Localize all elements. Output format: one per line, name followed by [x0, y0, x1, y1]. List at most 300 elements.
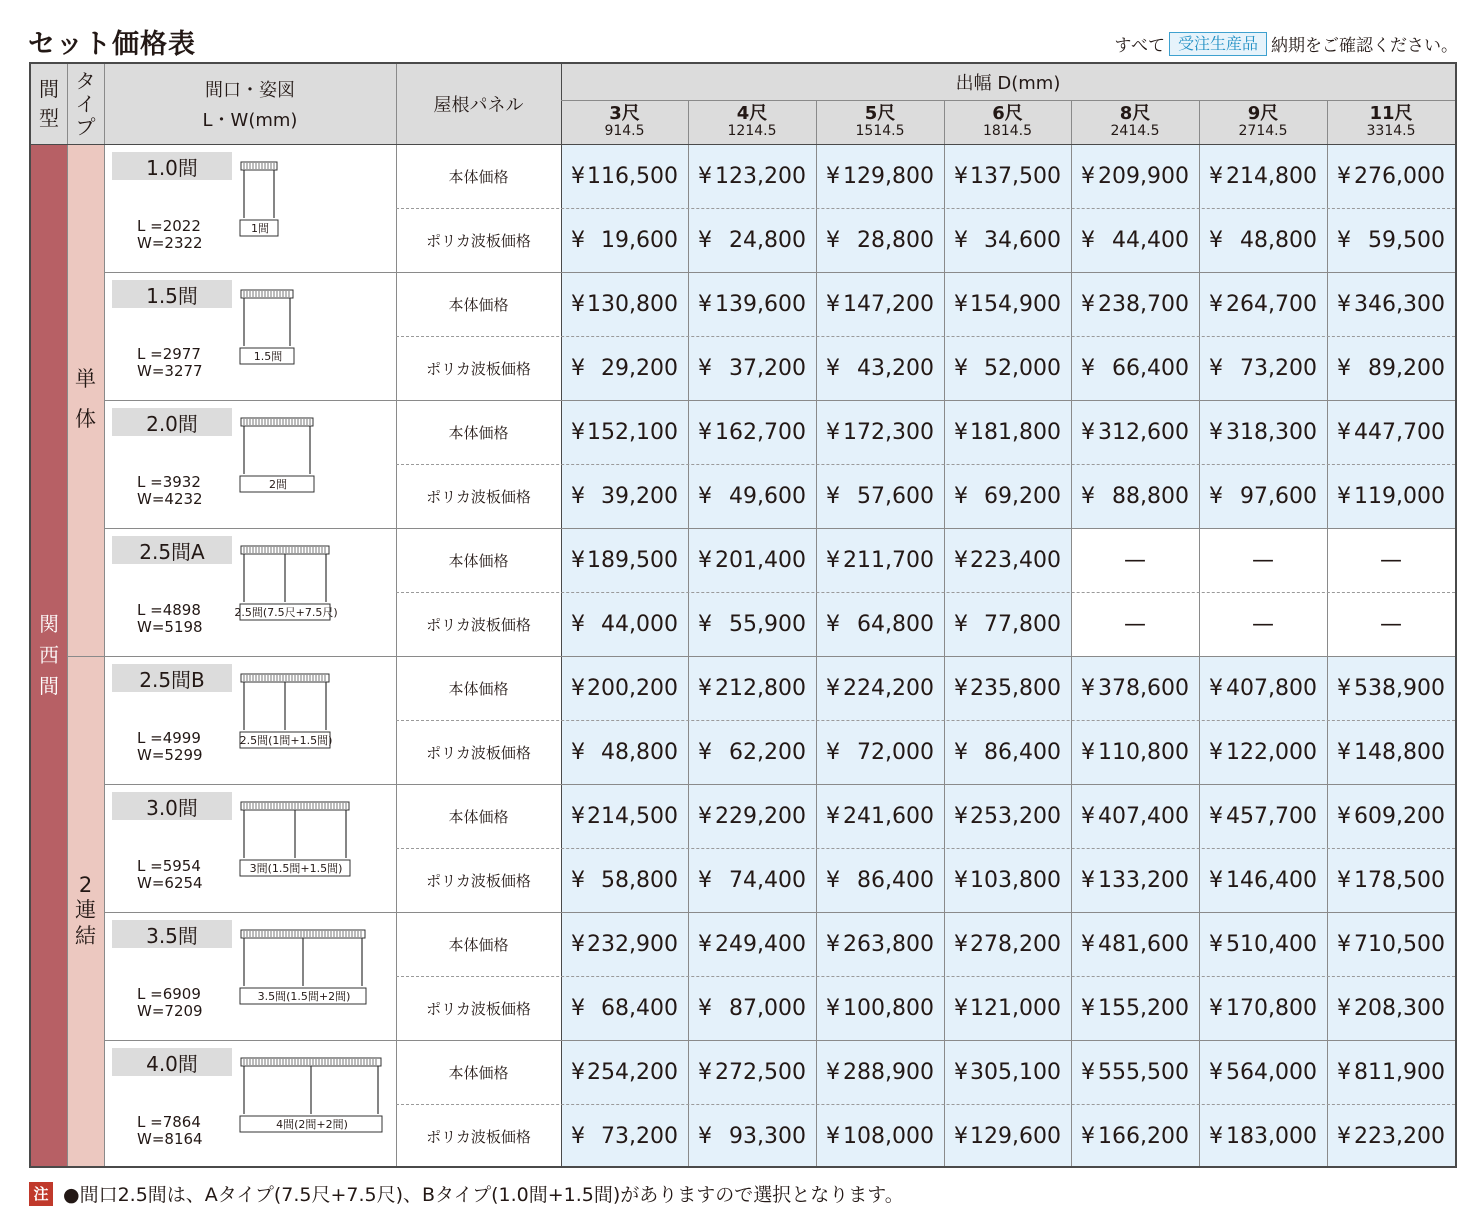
depth-header-1: 4尺 1214.5	[688, 100, 816, 144]
price-cell	[1327, 464, 1455, 528]
currency-symbol: ¥	[1081, 1059, 1095, 1085]
currency-symbol: ¥	[571, 227, 585, 253]
spec-cell	[104, 144, 396, 272]
spec-dimensions: L =7864 W=8164	[137, 1113, 203, 1149]
price-cell	[1199, 656, 1327, 720]
currency-symbol: ¥	[571, 867, 585, 893]
spec-cell	[104, 784, 396, 912]
page-title: セット価格表	[28, 29, 196, 60]
price-cell	[1071, 272, 1199, 336]
price-cell	[561, 848, 688, 912]
price-value: 48,800	[1240, 227, 1317, 253]
currency-symbol: ¥	[1209, 163, 1223, 189]
price-value: 123,200	[715, 163, 806, 189]
price-cell	[1071, 1104, 1199, 1168]
currency-symbol: ¥	[571, 739, 585, 765]
currency-symbol: ¥	[1337, 1059, 1351, 1085]
price-cell	[561, 912, 688, 976]
price-cell	[816, 656, 944, 720]
body-price-label: 本体価格	[448, 679, 509, 698]
currency-symbol: ¥	[826, 355, 840, 381]
depth-header-5: 9尺 2714.5	[1199, 100, 1327, 144]
price-value: 74,400	[729, 867, 806, 893]
currency-symbol: ¥	[954, 227, 968, 253]
price-value: 103,800	[970, 867, 1061, 893]
price-cell	[561, 1104, 688, 1168]
currency-symbol: ¥	[1337, 227, 1351, 253]
currency-symbol: ¥	[1081, 163, 1095, 189]
price-cell	[561, 336, 688, 400]
polycarbonate-price-label: ポリカ波板価格	[426, 999, 531, 1018]
price-cell	[1327, 208, 1455, 272]
price-value: 68,400	[601, 995, 678, 1021]
currency-symbol: ¥	[954, 547, 968, 573]
currency-symbol: ¥	[1337, 291, 1351, 317]
price-cell	[1199, 528, 1327, 592]
currency-symbol: ¥	[698, 355, 712, 381]
header-maguchi-kata: 間 型	[31, 64, 67, 144]
price-cell	[816, 784, 944, 848]
currency-symbol: ¥	[826, 739, 840, 765]
price-cell	[816, 592, 944, 656]
price-value: 133,200	[1098, 867, 1189, 893]
grid-line	[396, 208, 1455, 209]
type-single: 単 体	[67, 144, 104, 656]
grid-line	[31, 144, 1455, 145]
currency-symbol: ¥	[1081, 355, 1095, 381]
price-cell	[1071, 336, 1199, 400]
currency-symbol: ¥	[1209, 291, 1223, 317]
currency-symbol: ¥	[698, 1059, 712, 1085]
currency-symbol: ¥	[1337, 1123, 1351, 1149]
currency-symbol: ¥	[698, 1123, 712, 1149]
currency-symbol: ¥	[698, 867, 712, 893]
grid-line	[104, 528, 1455, 529]
currency-symbol: ¥	[571, 611, 585, 637]
grid-line	[104, 272, 1455, 273]
currency-symbol: ¥	[698, 227, 712, 253]
price-value: 609,200	[1354, 803, 1445, 829]
price-cell	[1327, 336, 1455, 400]
price-value: 97,600	[1240, 483, 1317, 509]
price-value: 58,800	[601, 867, 678, 893]
price-cell	[1327, 1104, 1455, 1168]
price-value: 235,800	[970, 675, 1061, 701]
price-cell	[816, 976, 944, 1040]
price-value: 249,400	[715, 931, 806, 957]
currency-symbol: ¥	[571, 1059, 585, 1085]
price-value: 59,500	[1368, 227, 1445, 253]
diagram-label: 1間	[251, 222, 269, 235]
spec-dimensions: L =4898 W=5198	[137, 601, 203, 637]
price-cell	[944, 208, 1071, 272]
currency-symbol: ¥	[954, 931, 968, 957]
price-cell	[1327, 1040, 1455, 1104]
price-value: 276,000	[1354, 163, 1445, 189]
price-value: 223,200	[1354, 1123, 1445, 1149]
price-value: 62,200	[729, 739, 806, 765]
price-value: 44,400	[1112, 227, 1189, 253]
price-value: 146,400	[1226, 867, 1317, 893]
currency-symbol: ¥	[954, 291, 968, 317]
footnote	[29, 1180, 904, 1207]
price-cell	[561, 720, 688, 784]
price-cell	[1327, 784, 1455, 848]
grid-line	[67, 64, 68, 1166]
currency-symbol: ¥	[1337, 803, 1351, 829]
price-value: 130,800	[587, 291, 678, 317]
currency-symbol: ¥	[826, 291, 840, 317]
currency-symbol: ¥	[1337, 355, 1351, 381]
price-cell	[561, 592, 688, 656]
price-value: 87,000	[729, 995, 806, 1021]
price-cell	[1327, 400, 1455, 464]
unavailable-dash: —	[1380, 611, 1402, 637]
price-value: 119,000	[1354, 483, 1445, 509]
price-value: 172,300	[843, 419, 934, 445]
unavailable-dash: —	[1252, 611, 1274, 637]
body-price-label: 本体価格	[448, 807, 509, 826]
currency-symbol: ¥	[698, 291, 712, 317]
price-cell	[1071, 720, 1199, 784]
price-value: 93,300	[729, 1123, 806, 1149]
price-cell	[816, 528, 944, 592]
spec-cell	[104, 912, 396, 1040]
currency-symbol: ¥	[1081, 291, 1095, 317]
price-cell	[944, 1040, 1071, 1104]
spec-dimensions: L =2022 W=2322	[137, 217, 203, 253]
price-cell	[944, 464, 1071, 528]
currency-symbol: ¥	[826, 1059, 840, 1085]
price-value: 208,300	[1354, 995, 1445, 1021]
currency-symbol: ¥	[1081, 739, 1095, 765]
spec-cell	[104, 1040, 396, 1168]
price-value: 73,200	[601, 1123, 678, 1149]
currency-symbol: ¥	[1081, 803, 1095, 829]
spec-label: 4.0間	[112, 1048, 232, 1076]
price-cell	[1327, 144, 1455, 208]
spec-dimensions: L =5954 W=6254	[137, 857, 203, 893]
spec-label: 1.0間	[112, 152, 232, 180]
price-value: 201,400	[715, 547, 806, 573]
price-cell	[944, 656, 1071, 720]
price-cell	[816, 400, 944, 464]
price-value: 100,800	[843, 995, 934, 1021]
currency-symbol: ¥	[1081, 227, 1095, 253]
price-value: 200,200	[587, 675, 678, 701]
currency-symbol: ¥	[826, 1123, 840, 1149]
price-value: 43,200	[857, 355, 934, 381]
currency-symbol: ¥	[826, 995, 840, 1021]
body-price-label: 本体価格	[448, 1063, 509, 1082]
currency-symbol: ¥	[1337, 931, 1351, 957]
grid-line	[104, 912, 1455, 913]
price-value: 148,800	[1354, 739, 1445, 765]
currency-symbol: ¥	[571, 931, 585, 957]
spec-label: 2.0間	[112, 408, 232, 436]
grid-line	[104, 64, 105, 1166]
price-value: 183,000	[1226, 1123, 1317, 1149]
polycarbonate-price-label: ポリカ波板価格	[426, 359, 531, 378]
price-cell	[1199, 592, 1327, 656]
price-value: 129,600	[970, 1123, 1061, 1149]
diagram-label: 3間(1.5間+1.5間)	[249, 862, 343, 875]
price-cell	[1199, 848, 1327, 912]
price-cell	[688, 592, 816, 656]
currency-symbol: ¥	[698, 675, 712, 701]
price-cell	[561, 144, 688, 208]
made-to-order-badge: 受注生産品	[1169, 32, 1267, 56]
currency-symbol: ¥	[1337, 483, 1351, 509]
price-cell	[944, 784, 1071, 848]
price-cell	[688, 976, 816, 1040]
price-value: 86,400	[984, 739, 1061, 765]
currency-symbol: ¥	[1337, 163, 1351, 189]
price-cell	[1071, 912, 1199, 976]
diagram-label: 3.5間(1.5間+2間)	[257, 990, 351, 1003]
header-type: タ イ プ	[67, 64, 104, 144]
price-value: 272,500	[715, 1059, 806, 1085]
currency-symbol: ¥	[954, 163, 968, 189]
price-value: 66,400	[1112, 355, 1189, 381]
price-cell	[688, 1040, 816, 1104]
price-cell	[1327, 656, 1455, 720]
price-value: 86,400	[857, 867, 934, 893]
body-price-label: 本体価格	[448, 935, 509, 954]
currency-symbol: ¥	[698, 739, 712, 765]
price-cell	[1071, 1040, 1199, 1104]
currency-symbol: ¥	[571, 419, 585, 445]
price-value: 214,500	[587, 803, 678, 829]
price-value: 254,200	[587, 1059, 678, 1085]
price-value: 110,800	[1098, 739, 1189, 765]
spec-dimensions: L =2977 W=3277	[137, 345, 203, 381]
price-value: 481,600	[1098, 931, 1189, 957]
price-cell	[944, 720, 1071, 784]
currency-symbol: ¥	[1209, 739, 1223, 765]
price-cell	[816, 144, 944, 208]
polycarbonate-price-label: ポリカ波板価格	[426, 1127, 531, 1146]
price-value: 44,000	[601, 611, 678, 637]
polycarbonate-price-label: ポリカ波板価格	[426, 487, 531, 506]
grid-line	[396, 976, 1455, 977]
price-cell	[1327, 912, 1455, 976]
price-cell	[1199, 912, 1327, 976]
price-cell	[816, 1104, 944, 1168]
spec-label: 3.5間	[112, 920, 232, 948]
price-value: 19,600	[601, 227, 678, 253]
price-value: 129,800	[843, 163, 934, 189]
spec-label: 2.5間A	[112, 536, 232, 564]
grid-line	[396, 592, 1455, 593]
price-cell	[561, 976, 688, 1040]
grid-line	[561, 64, 562, 1166]
price-cell	[1199, 720, 1327, 784]
currency-symbol: ¥	[571, 483, 585, 509]
polycarbonate-price-label: ポリカ波板価格	[426, 615, 531, 634]
currency-symbol: ¥	[1337, 419, 1351, 445]
grid-line	[944, 100, 945, 1166]
price-value: 73,200	[1240, 355, 1317, 381]
price-value: 37,200	[729, 355, 806, 381]
price-value: 811,900	[1354, 1059, 1445, 1085]
currency-symbol: ¥	[1081, 1123, 1095, 1149]
price-cell	[944, 1104, 1071, 1168]
price-cell	[561, 464, 688, 528]
depth-header-2: 5尺 1514.5	[816, 100, 944, 144]
price-cell	[816, 208, 944, 272]
price-value: 211,700	[843, 547, 934, 573]
price-cell	[816, 1040, 944, 1104]
price-cell	[816, 720, 944, 784]
currency-symbol: ¥	[1337, 995, 1351, 1021]
price-cell	[688, 720, 816, 784]
spec-cell	[104, 272, 396, 400]
price-value: 89,200	[1368, 355, 1445, 381]
spec-label: 3.0間	[112, 792, 232, 820]
currency-symbol: ¥	[571, 291, 585, 317]
diagram-label: 2間	[269, 478, 287, 491]
polycarbonate-price-label: ポリカ波板価格	[426, 871, 531, 890]
currency-symbol: ¥	[954, 995, 968, 1021]
price-value: 457,700	[1226, 803, 1317, 829]
price-cell	[688, 272, 816, 336]
grid-line	[1327, 100, 1328, 1166]
header-depth: 出幅 D(mm)	[561, 64, 1455, 100]
currency-symbol: ¥	[698, 803, 712, 829]
price-value: 510,400	[1226, 931, 1317, 957]
spec-cell	[104, 400, 396, 528]
polycarbonate-price-label: ポリカ波板価格	[426, 231, 531, 250]
price-value: 147,200	[843, 291, 934, 317]
currency-symbol: ¥	[1081, 867, 1095, 893]
price-cell	[561, 656, 688, 720]
price-cell	[816, 464, 944, 528]
price-cell	[816, 912, 944, 976]
currency-symbol: ¥	[826, 483, 840, 509]
currency-symbol: ¥	[1209, 355, 1223, 381]
price-value: 378,600	[1098, 675, 1189, 701]
price-cell	[688, 400, 816, 464]
price-value: 181,800	[970, 419, 1061, 445]
price-value: 49,600	[729, 483, 806, 509]
price-cell	[1327, 592, 1455, 656]
price-cell	[944, 528, 1071, 592]
currency-symbol: ¥	[954, 1123, 968, 1149]
diagram-label: 4間(2間+2間)	[276, 1118, 348, 1131]
body-price-label: 本体価格	[448, 423, 509, 442]
grid-line	[561, 100, 1455, 101]
spec-dimensions: L =3932 W=4232	[137, 473, 203, 509]
currency-symbol: ¥	[1209, 1123, 1223, 1149]
price-value: 29,200	[601, 355, 678, 381]
price-cell	[944, 592, 1071, 656]
grid-line	[396, 336, 1455, 337]
price-cell	[688, 336, 816, 400]
price-cell	[944, 912, 1071, 976]
currency-symbol: ¥	[826, 611, 840, 637]
diagram-label: 1.5間	[253, 350, 283, 363]
price-cell	[1327, 976, 1455, 1040]
currency-symbol: ¥	[698, 483, 712, 509]
price-cell	[1071, 400, 1199, 464]
price-value: 39,200	[601, 483, 678, 509]
price-cell	[688, 784, 816, 848]
price-cell	[1199, 144, 1327, 208]
price-cell	[1199, 272, 1327, 336]
currency-symbol: ¥	[1337, 739, 1351, 765]
currency-symbol: ¥	[698, 419, 712, 445]
price-cell	[944, 272, 1071, 336]
grid-line	[104, 1040, 1455, 1041]
price-cell	[561, 528, 688, 592]
notice	[1114, 31, 1458, 56]
price-cell	[688, 464, 816, 528]
currency-symbol: ¥	[571, 547, 585, 573]
price-cell	[561, 208, 688, 272]
price-value: 278,200	[970, 931, 1061, 957]
price-cell	[1327, 848, 1455, 912]
currency-symbol: ¥	[826, 675, 840, 701]
price-value: 72,000	[857, 739, 934, 765]
diagram-label: 2.5間(7.5尺+7.5尺)	[234, 606, 338, 619]
price-cell	[944, 336, 1071, 400]
price-cell	[688, 848, 816, 912]
price-value: 263,800	[843, 931, 934, 957]
currency-symbol: ¥	[1209, 803, 1223, 829]
body-price-label: 本体価格	[448, 167, 509, 186]
currency-symbol: ¥	[1081, 419, 1095, 445]
price-cell	[688, 144, 816, 208]
diagram-label: 2.5間(1間+1.5間)	[239, 734, 333, 747]
price-value: 232,900	[587, 931, 678, 957]
currency-symbol: ¥	[826, 931, 840, 957]
price-value: 229,200	[715, 803, 806, 829]
price-cell	[688, 528, 816, 592]
grid-line	[104, 400, 1455, 401]
price-cell	[1327, 272, 1455, 336]
depth-header-6: 11尺 3314.5	[1327, 100, 1455, 144]
currency-symbol: ¥	[698, 611, 712, 637]
price-value: 710,500	[1354, 931, 1445, 957]
price-value: 28,800	[857, 227, 934, 253]
currency-symbol: ¥	[698, 547, 712, 573]
currency-symbol: ¥	[1209, 227, 1223, 253]
currency-symbol: ¥	[571, 675, 585, 701]
price-value: 407,400	[1098, 803, 1189, 829]
footnote-text: ●間口2.5間は、Aタイプ(7.5尺+7.5尺)、Bタイプ(1.0間+1.5間)がありますので選択となります。	[63, 1184, 904, 1206]
price-value: 34,600	[984, 227, 1061, 253]
grid-line	[1071, 100, 1072, 1166]
price-value: 312,600	[1098, 419, 1189, 445]
spec-dimensions: L =4999 W=5299	[137, 729, 203, 765]
currency-symbol: ¥	[954, 611, 968, 637]
price-value: 170,800	[1226, 995, 1317, 1021]
price-value: 212,800	[715, 675, 806, 701]
price-value: 116,500	[587, 163, 678, 189]
price-value: 305,100	[970, 1059, 1061, 1085]
currency-symbol: ¥	[571, 1123, 585, 1149]
currency-symbol: ¥	[1081, 483, 1095, 509]
price-cell	[1199, 400, 1327, 464]
currency-symbol: ¥	[571, 803, 585, 829]
depth-header-0: 3尺 914.5	[561, 100, 688, 144]
price-value: 154,900	[970, 291, 1061, 317]
price-cell	[1071, 528, 1199, 592]
price-value: 407,800	[1226, 675, 1317, 701]
currency-symbol: ¥	[826, 547, 840, 573]
price-value: 288,900	[843, 1059, 934, 1085]
